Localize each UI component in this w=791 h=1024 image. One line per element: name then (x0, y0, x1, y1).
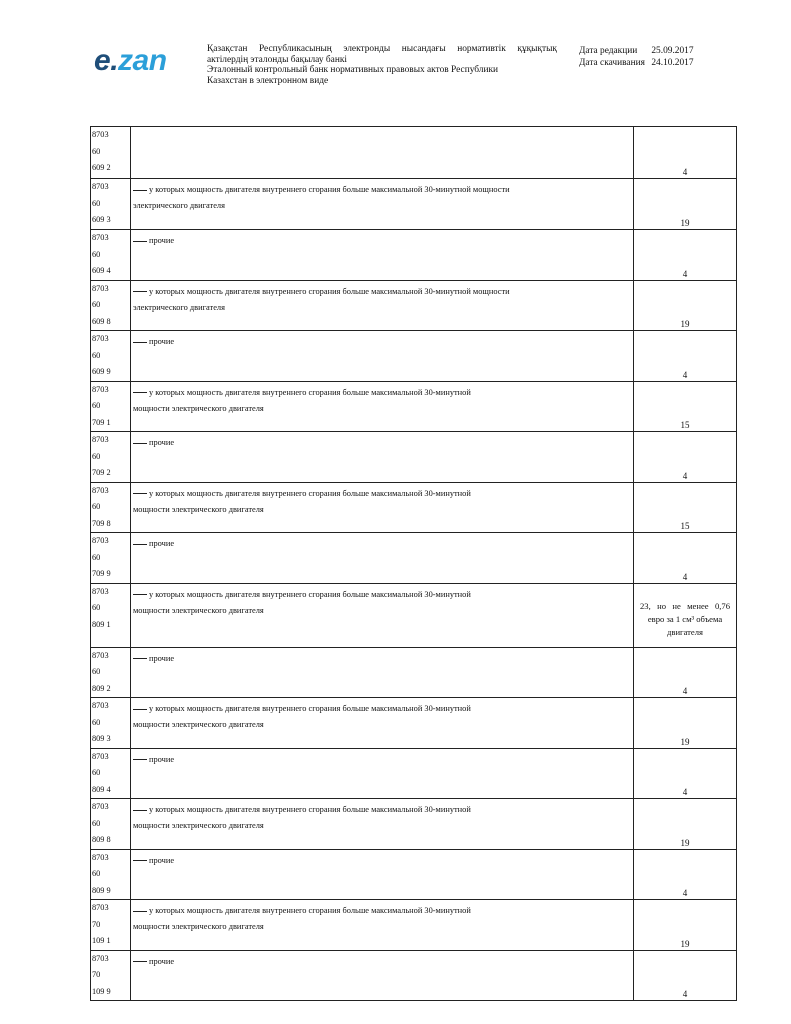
description-text: прочие (149, 438, 175, 447)
table-row (91, 280, 737, 331)
duty-rate-value: 4 (682, 888, 688, 898)
description-text: у которых мощность двигателя внутреннего сгорания больше максимальной 30-минутной (149, 704, 471, 713)
description-text: прочие (149, 754, 175, 764)
tnved-code-part: 60 (92, 401, 101, 410)
description-cell (131, 230, 634, 281)
indent-dash (133, 759, 147, 760)
table-row (91, 127, 737, 179)
description-line (133, 802, 629, 818)
download-date-label: Дата скачивания (579, 57, 645, 68)
description-line (133, 587, 629, 603)
description-cell (131, 647, 634, 698)
tnved-code-cell (91, 950, 131, 1001)
duty-rate-cell (634, 230, 737, 281)
description-text: прочие (149, 539, 175, 548)
description-line (133, 701, 629, 717)
description-line (133, 903, 629, 919)
description-line (133, 818, 629, 834)
description-cell (131, 482, 634, 533)
tnved-code-part: 8703 (92, 485, 109, 495)
tnved-code-cell (91, 533, 131, 584)
description-line (133, 401, 629, 417)
description-line (133, 954, 629, 970)
duty-rate-cell (634, 849, 737, 900)
edit-date-value: 25.09.2017 (651, 46, 694, 56)
description-text: у которых мощность двигателя внутреннего сгорания больше максимальной 30-минутной (149, 906, 471, 915)
tnved-code-part: 8703 (92, 334, 109, 343)
tnved-code-part: 70 (92, 919, 101, 929)
duty-rate-value: 4 (682, 470, 688, 481)
tnved-code-cell (91, 127, 131, 179)
duty-rate-cell (634, 647, 737, 698)
table-row (91, 799, 737, 850)
tnved-code-part: 60 (92, 502, 101, 511)
header-kz-line-2: актілердің эталонды бақылау банкі (207, 54, 347, 65)
table-row (91, 533, 737, 584)
tnved-code-cell (91, 849, 131, 900)
tnved-code-part: 609 8 (92, 316, 111, 326)
tnved-code-part: 8703 (92, 751, 109, 761)
tnved-code-part: 60 (92, 717, 101, 727)
tnved-code-part: 609 2 (92, 163, 111, 172)
duty-rate-value: 4 (682, 369, 688, 380)
duty-rate-cell (634, 799, 737, 850)
indent-dash (133, 392, 147, 393)
description-cell (131, 432, 634, 483)
duty-rate-value: 4 (682, 787, 688, 797)
table-row (91, 179, 737, 230)
logo-dot: . (110, 44, 119, 77)
indent-dash (133, 594, 147, 595)
tnved-code-part: 609 9 (92, 367, 111, 376)
tnved-code-part: 109 9 (92, 986, 111, 996)
description-line (133, 603, 629, 619)
description-line (133, 486, 629, 502)
indent-dash (133, 810, 147, 811)
indent-dash (133, 241, 147, 242)
header-dates (579, 46, 694, 69)
table-row (91, 748, 737, 799)
description-cell (131, 280, 634, 331)
description-cell (131, 799, 634, 850)
tnved-code-part: 60 (92, 300, 101, 309)
tnved-code-part: 8703 (92, 536, 109, 545)
description-text: у которых мощность двигателя внутреннего сгорания больше максимальной 30-минутной мощности (149, 286, 510, 296)
tnved-code-part: 8703 (92, 586, 109, 596)
description-line (133, 919, 629, 935)
tnved-code-part: 60 (92, 603, 101, 612)
description-cell (131, 127, 634, 179)
indent-dash (133, 190, 147, 191)
description-text: у которых мощность двигателя внутреннего сгорания больше максимальной 30-минутной (149, 488, 471, 498)
tnved-code-part: 809 3 (92, 734, 111, 743)
tnved-code-part: 60 (92, 146, 101, 156)
description-line (133, 853, 629, 869)
duty-rate-cell (634, 533, 737, 584)
description-cell (131, 331, 634, 382)
tnved-code-part: 60 (92, 552, 101, 562)
indent-dash (133, 493, 147, 494)
duty-rate-value: 19 (680, 938, 690, 949)
tnved-code-part: 60 (92, 768, 101, 777)
tnved-code-cell (91, 698, 131, 749)
table-row (91, 950, 737, 1001)
logo-zan: zan (118, 44, 167, 77)
duty-rate-cell (634, 698, 737, 749)
tnved-code-part: 60 (92, 667, 101, 676)
description-text: электрического двигателя (133, 302, 225, 312)
tnved-code-part: 60 (92, 249, 101, 259)
header-kz-line-1: Қазақстан Республикасының электронды нысандағы нормативтік құқықтық (207, 44, 557, 54)
tnved-code-part: 60 (92, 350, 101, 360)
description-text: у которых мощность двигателя внутреннего сгорания больше максимальной 30-минутной (149, 805, 471, 814)
duty-rate-cell (634, 482, 737, 533)
table-row (91, 583, 737, 647)
duty-rate-multiline (640, 600, 730, 639)
tnved-code-part: 809 1 (92, 619, 111, 629)
indent-dash (133, 658, 147, 659)
description-line (133, 198, 629, 214)
header-bank-title (207, 44, 557, 86)
duty-rate-value: 15 (680, 521, 690, 531)
tnved-code-part: 709 1 (92, 417, 111, 427)
indent-dash (133, 342, 147, 343)
indent-dash (133, 443, 147, 444)
duty-rate-cell (634, 331, 737, 382)
duty-rate-line: двигателя (667, 626, 703, 637)
description-text: прочие (149, 236, 175, 245)
duty-rate-value: 19 (680, 837, 690, 848)
table-row (91, 849, 737, 900)
tnved-code-part: 709 9 (92, 569, 111, 578)
description-text: у которых мощность двигателя внутреннего сгорания больше максимальной 30-минутной (149, 589, 471, 599)
description-text: мощности электрического двигателя (133, 720, 264, 729)
tnved-code-part: 8703 (92, 802, 109, 811)
description-line (133, 717, 629, 733)
tnved-code-part: 809 8 (92, 835, 111, 844)
logo-e: e (94, 44, 111, 77)
tariff-table (90, 126, 737, 1001)
table-row (91, 331, 737, 382)
tnved-code-cell (91, 799, 131, 850)
duty-rate-cell (634, 127, 737, 179)
tnved-code-part: 8703 (92, 852, 109, 862)
tnved-code-cell (91, 583, 131, 647)
download-date-row (579, 58, 694, 70)
description-cell (131, 748, 634, 799)
tnved-code-part: 609 3 (92, 215, 111, 224)
description-line (133, 182, 629, 198)
tnved-code-part: 60 (92, 869, 101, 878)
duty-rate-value: 4 (682, 571, 688, 582)
tnved-code-part: 60 (92, 198, 101, 208)
description-line (133, 300, 629, 316)
description-cell (131, 900, 634, 951)
description-text: у которых мощность двигателя внутреннего сгорания больше максимальной 30-минутной (149, 387, 471, 397)
table-row (91, 381, 737, 432)
description-text: мощности электрического двигателя (133, 403, 264, 413)
duty-rate-cell (634, 950, 737, 1001)
description-cell (131, 849, 634, 900)
description-line (133, 435, 629, 451)
indent-dash (133, 544, 147, 545)
tnved-code-part: 8703 (92, 435, 109, 444)
description-text: прочие (149, 653, 175, 663)
tnved-code-cell (91, 432, 131, 483)
table-row (91, 432, 737, 483)
indent-dash (133, 860, 147, 861)
duty-rate-value: 4 (682, 268, 688, 279)
tnved-code-part: 609 4 (92, 266, 111, 275)
description-line (133, 752, 629, 768)
tnved-code-cell (91, 647, 131, 698)
duty-rate-value: 19 (680, 218, 690, 228)
duty-rate-cell (634, 900, 737, 951)
duty-rate-cell (634, 381, 737, 432)
download-date-value: 24.10.2017 (651, 57, 694, 68)
tnved-code-part: 8703 (92, 953, 109, 963)
description-line (133, 284, 629, 300)
description-text: мощности электрического двигателя (133, 922, 264, 931)
tnved-code-part: 8703 (92, 233, 109, 242)
tnved-code-cell (91, 331, 131, 382)
tnved-code-part: 8703 (92, 903, 109, 912)
description-text: у которых мощность двигателя внутреннего сгорания больше максимальной 30-минутной мощности (149, 185, 510, 194)
duty-rate-cell (634, 583, 737, 647)
tnved-code-part: 8703 (92, 650, 109, 660)
table-row (91, 647, 737, 698)
indent-dash (133, 709, 147, 710)
tnved-code-cell (91, 230, 131, 281)
duty-rate-value: 15 (680, 420, 690, 430)
indent-dash (133, 961, 147, 962)
tnved-code-part: 8703 (92, 182, 109, 191)
duty-rate-cell (634, 280, 737, 331)
description-line (133, 233, 629, 249)
tnved-code-part: 8703 (92, 701, 109, 710)
indent-dash (133, 911, 147, 912)
duty-rate-cell (634, 179, 737, 230)
description-cell (131, 698, 634, 749)
tnved-code-part: 709 2 (92, 468, 111, 477)
tariff-table-body (91, 127, 737, 1001)
description-text: прочие (149, 337, 175, 346)
tnved-code-part: 60 (92, 451, 101, 461)
description-line (133, 502, 629, 518)
tnved-code-part: 8703 (92, 283, 109, 293)
description-text: прочие (149, 855, 175, 865)
tnved-code-part: 809 4 (92, 784, 111, 794)
description-cell (131, 950, 634, 1001)
tnved-code-part: 60 (92, 818, 101, 828)
description-line (133, 385, 629, 401)
description-line (133, 651, 629, 667)
tnved-code-cell (91, 280, 131, 331)
table-row (91, 698, 737, 749)
description-text: мощности электрического двигателя (133, 504, 264, 514)
tnved-code-cell (91, 900, 131, 951)
duty-rate-value: 4 (682, 989, 688, 999)
tnved-code-part: 809 9 (92, 885, 111, 895)
header-ru-line-1: Эталонный контрольный банк нормативных правовых актов Республики (207, 65, 499, 76)
description-cell (131, 381, 634, 432)
description-cell (131, 583, 634, 647)
edit-date-row (579, 46, 694, 58)
duty-rate-cell (634, 432, 737, 483)
tnved-code-cell (91, 748, 131, 799)
tnved-code-part: 8703 (92, 384, 109, 394)
header-ru-line-2: Казахстан в электронном виде (207, 75, 329, 86)
description-text: электрического двигателя (133, 201, 225, 210)
tnved-code-cell (91, 381, 131, 432)
tnved-code-part: 809 2 (92, 683, 111, 693)
duty-rate-line: 23, но не менее 0,76 (640, 600, 730, 611)
table-row (91, 230, 737, 281)
table-row (91, 900, 737, 951)
description-text: мощности электрического двигателя (133, 605, 264, 615)
description-cell (131, 179, 634, 230)
duty-rate-value: 19 (680, 319, 690, 329)
duty-rate-cell (634, 748, 737, 799)
edit-date-label: Дата редакции (579, 46, 638, 56)
duty-rate-value: 4 (682, 686, 688, 696)
duty-rate-value: 4 (682, 167, 688, 177)
tnved-code-part: 109 1 (92, 936, 111, 945)
table-row (91, 482, 737, 533)
description-line (133, 536, 629, 552)
tnved-code-part: 70 (92, 970, 101, 979)
tnved-code-part: 8703 (92, 130, 109, 139)
indent-dash (133, 291, 147, 292)
description-line (133, 334, 629, 350)
duty-rate-value: 19 (680, 736, 690, 747)
tnved-code-cell (91, 179, 131, 230)
description-text: прочие (149, 956, 175, 966)
description-text: мощности электрического двигателя (133, 821, 264, 830)
description-cell (131, 533, 634, 584)
ezan-logo (94, 46, 167, 76)
duty-rate-line: евро за 1 см³ объема (647, 613, 723, 624)
tnved-code-cell (91, 482, 131, 533)
tnved-code-part: 709 8 (92, 518, 111, 528)
